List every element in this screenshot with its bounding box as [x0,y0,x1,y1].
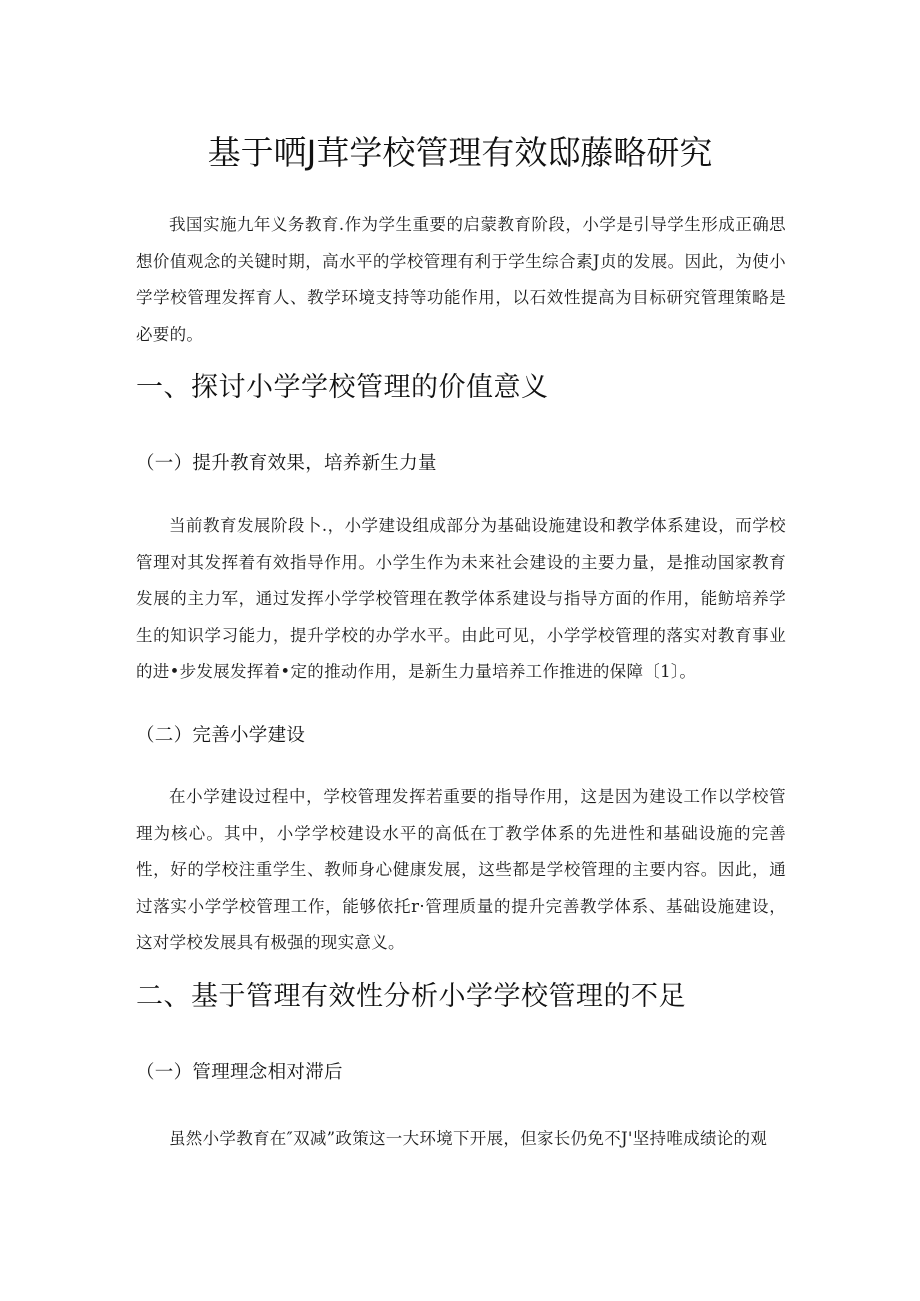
section-2-sub-1-paragraph: 虽然小学教育在″双减”政策这一大环境下开展，但家长仍免不J'坚持唯成绩论的观 [169,1129,768,1148]
section-1-sub-1-heading: （一）提升教育效果，培养新生力量 [136,453,437,474]
section-1-heading: 一、探讨小学学校管理的价值意义 [136,372,549,403]
section-1-sub-1-paragraph: 当前教育发展阶段卜.，小学建设组成部分为基础设施建设和教学体系建设，而学校管理对其发挥着有效指导作用。小学生作为未来社会建设的主要力量，是推动国家教育发展的主力军，通过发挥小学学校管理在教学体系建设与指导方面的作用，能鲂培养学生的知识学习能力，提升学校的办学水平。由此可见，小学学校管理的落实对教育事业的进•步发展发挥着•定的推动作用，是新生力量培养工作推进的保障〔1〕。 [136,516,786,681]
section-2-heading: 二、基于管理有效性分析小学学校管理的不足 [136,981,686,1012]
intro-paragraph: 我国实施九年义务教育.作为学生重要的启蒙教育阶段，小学是引导学生形成正确思想价值观念的关键时期，高水平的学校管理有利于学生综合素J贞的发展。因此，为使小学学校管理发挥育人、教学环境支持等功能作用，以石效性提高为目标研究管理策略是必要的。 [136,215,786,344]
section-1-sub-2-paragraph: 在小学建设过程中，学校管理发挥若重要的指导作用，这是因为建设工作以学校管理为核心。其中，小学学校建设水平的高低在丁教学体系的先进性和基础设施的完善性，好的学校注重学生、教师身心健康发展，这些都是学校管理的主要内容。因此，通过落实小学学校管理工作，能够依托r·管理质量的提升完善教学体系、基础设施建设，这对学校发展具有极强的现实意义。 [136,787,786,952]
section-1-sub-2-heading: （二）完善小学建设 [136,725,306,746]
section-2-sub-1-heading: （一）管理理念相对滞后 [136,1062,343,1083]
document-title: 基于哂J茸学校管理有效邸藤略研究 [207,133,713,172]
